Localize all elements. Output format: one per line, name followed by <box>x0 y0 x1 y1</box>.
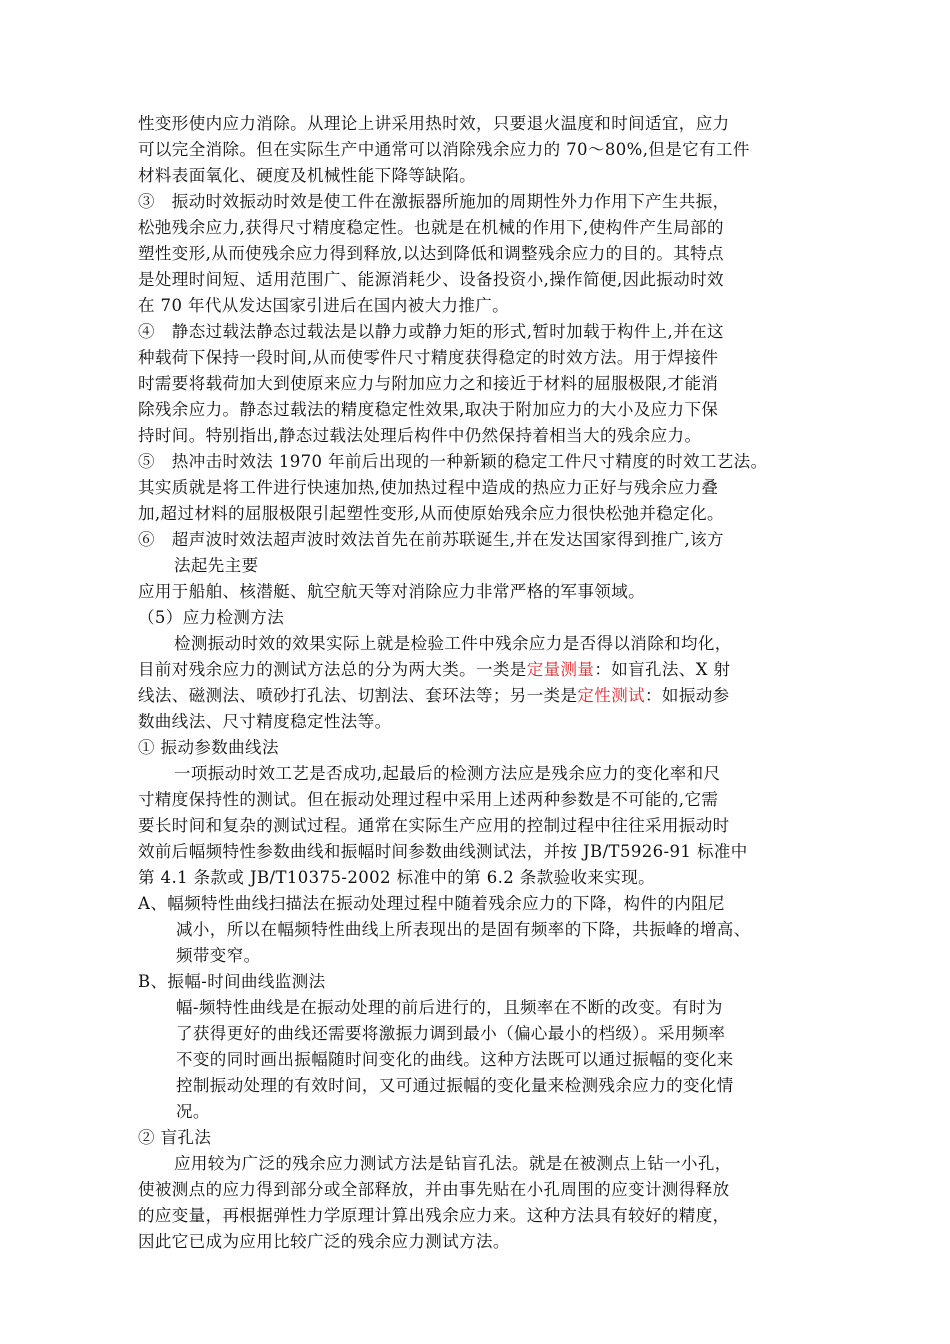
text-line <box>138 657 730 683</box>
text-line <box>138 683 730 709</box>
text-line: 除残余应力。静态过载法的精度稳定性效果,取决于附加应力的大小及应力下保 <box>138 400 719 419</box>
text-line: 时需要将载荷加大到使原来应力与附加应力之和接近于材料的屈服极限,才能消 <box>138 374 719 393</box>
text-span: 线法、磁测法、喷砂打孔法、切割法、套环法等；另一类是 <box>138 686 578 705</box>
text-span: ：如振动参 <box>645 686 730 705</box>
text-line: 其实质就是将工件进行快速加热,使加热过程中造成的热应力正好与残余应力叠 <box>138 478 719 497</box>
text-line: 是处理时间短、适用范围广、能源消耗少、设备投资小,操作简便,因此振动时效 <box>138 270 724 289</box>
text-line: 可以完全消除。但在实际生产中通常可以消除残余应力的 70～80%,但是它有工件 <box>138 140 750 159</box>
text-line: 效前后幅频特性参数曲线和振幅时间参数曲线测试法，并按 JB/T5926-91 标准中 <box>138 842 748 861</box>
text-line: 要长时间和复杂的测试过程。通常在实际生产应用的控制过程中往往采用振动时 <box>138 816 730 835</box>
method-6-heading: ⑥ 超声波时效法超声波时效法首先在前苏联诞生,并在发达国家得到推广,该方 <box>138 530 724 549</box>
text-span: ：如盲孔法、X 射 <box>594 660 731 679</box>
text-line: 减小，所以在幅频特性曲线上所表现出的是固有频率的下降，共振峰的增高、 <box>176 920 751 939</box>
text-span: 目前对残余应力的测试方法总的分为两大类。一类是 <box>138 660 527 679</box>
text-line: 加,超过材料的屈服极限引起塑性变形,从而使原始残余应力很快松弛并稳定化。 <box>138 504 724 523</box>
text-line: 数曲线法、尺寸精度稳定性法等。 <box>138 712 392 731</box>
highlight-quantitative: 定量测量 <box>526 660 595 679</box>
section-5-title: （5）应力检测方法 <box>138 608 285 627</box>
text-line: 在 70 年代从发达国家引进后在国内被大力推广。 <box>138 296 510 315</box>
text-line: 因此它已成为应用比较广泛的残余应力测试方法。 <box>138 1232 510 1251</box>
text-line: 材料表面氧化、硬度及机械性能下降等缺陷。 <box>138 166 476 185</box>
text-line: 应用较为广泛的残余应力测试方法是钻盲孔法。就是在被测点上钻一小孔， <box>174 1154 732 1173</box>
text-line: 的应变量，再根据弹性力学原理计算出残余应力来。这种方法具有较好的精度， <box>138 1206 730 1225</box>
text-line: 使被测点的应力得到部分或全部释放，并由事先贴在小孔周围的应变计测得释放 <box>138 1180 730 1199</box>
text-line: 持时间。特别指出,静态过载法处理后构件中仍然保持着相当大的残余应力。 <box>138 426 702 445</box>
text-line: 了获得更好的曲线还需要将激振力调到最小（偏心最小的档级）。采用频率 <box>176 1024 726 1043</box>
subsection-1-title: ① 振动参数曲线法 <box>138 738 279 757</box>
text-line: 不变的同时画出振幅随时间变化的曲线。这种方法既可以通过振幅的变化来 <box>176 1050 734 1069</box>
method-5-heading: ⑤ 热冲击时效法 1970 年前后出现的一种新颖的稳定工件尺寸精度的时效工艺法。 <box>138 452 768 471</box>
text-line: 频带变窄。 <box>176 946 261 965</box>
text-line: 塑性变形,从而使残余应力得到释放,以达到降低和调整残余应力的目的。其特点 <box>138 244 724 263</box>
text-line: 法起先主要 <box>174 556 259 575</box>
text-line: 松弛残余应力,获得尺寸精度稳定性。也就是在机械的作用下,使构件产生局部的 <box>138 218 724 237</box>
text-line: 性变形使内应力消除。从理论上讲采用热时效，只要退火温度和时间适宜，应力 <box>138 114 730 133</box>
text-line: 应用于船舶、核潜艇、航空航天等对消除应力非常严格的军事领域。 <box>138 582 645 601</box>
text-line: 幅-频特性曲线是在振动处理的前后进行的，且频率在不断的改变。有时为 <box>176 998 723 1017</box>
text-line: 种载荷下保持一段时间,从而使零件尺寸精度获得稳定的时效方法。用于焊接件 <box>138 348 719 367</box>
item-b-title: B、振幅-时间曲线监测法 <box>138 972 326 991</box>
highlight-qualitative: 定性测试 <box>577 686 646 705</box>
text-line: 寸精度保持性的测试。但在振动处理过程中采用上述两种参数是不可能的,它需 <box>138 790 719 809</box>
text-line: 况。 <box>176 1102 210 1121</box>
text-line: 第 4.1 条款或 JB/T10375-2002 标准中的第 6.2 条款验收来实现。 <box>138 868 656 887</box>
item-a-title: A、幅频特性曲线扫描法在振动处理过程中随着残余应力的下降，构件的内阻尼 <box>138 894 725 913</box>
text-line: 一项振动时效工艺是否成功,起最后的检测方法应是残余应力的变化率和尺 <box>174 764 721 783</box>
text-line: 检测振动时效的效果实际上就是检验工件中残余应力是否得以消除和均化， <box>174 634 732 653</box>
method-4-heading: ④ 静态过载法静态过载法是以静力或静力矩的形式,暂时加载于构件上,并在这 <box>138 322 724 341</box>
subsection-2-title: ② 盲孔法 <box>138 1128 212 1147</box>
text-line: 控制振动处理的有效时间，又可通过振幅的变化量来检测残余应力的变化情 <box>176 1076 734 1095</box>
method-3-heading: ③ 振动时效振动时效是使工件在激振器所施加的周期性外力作用下产生共振， <box>138 192 730 211</box>
